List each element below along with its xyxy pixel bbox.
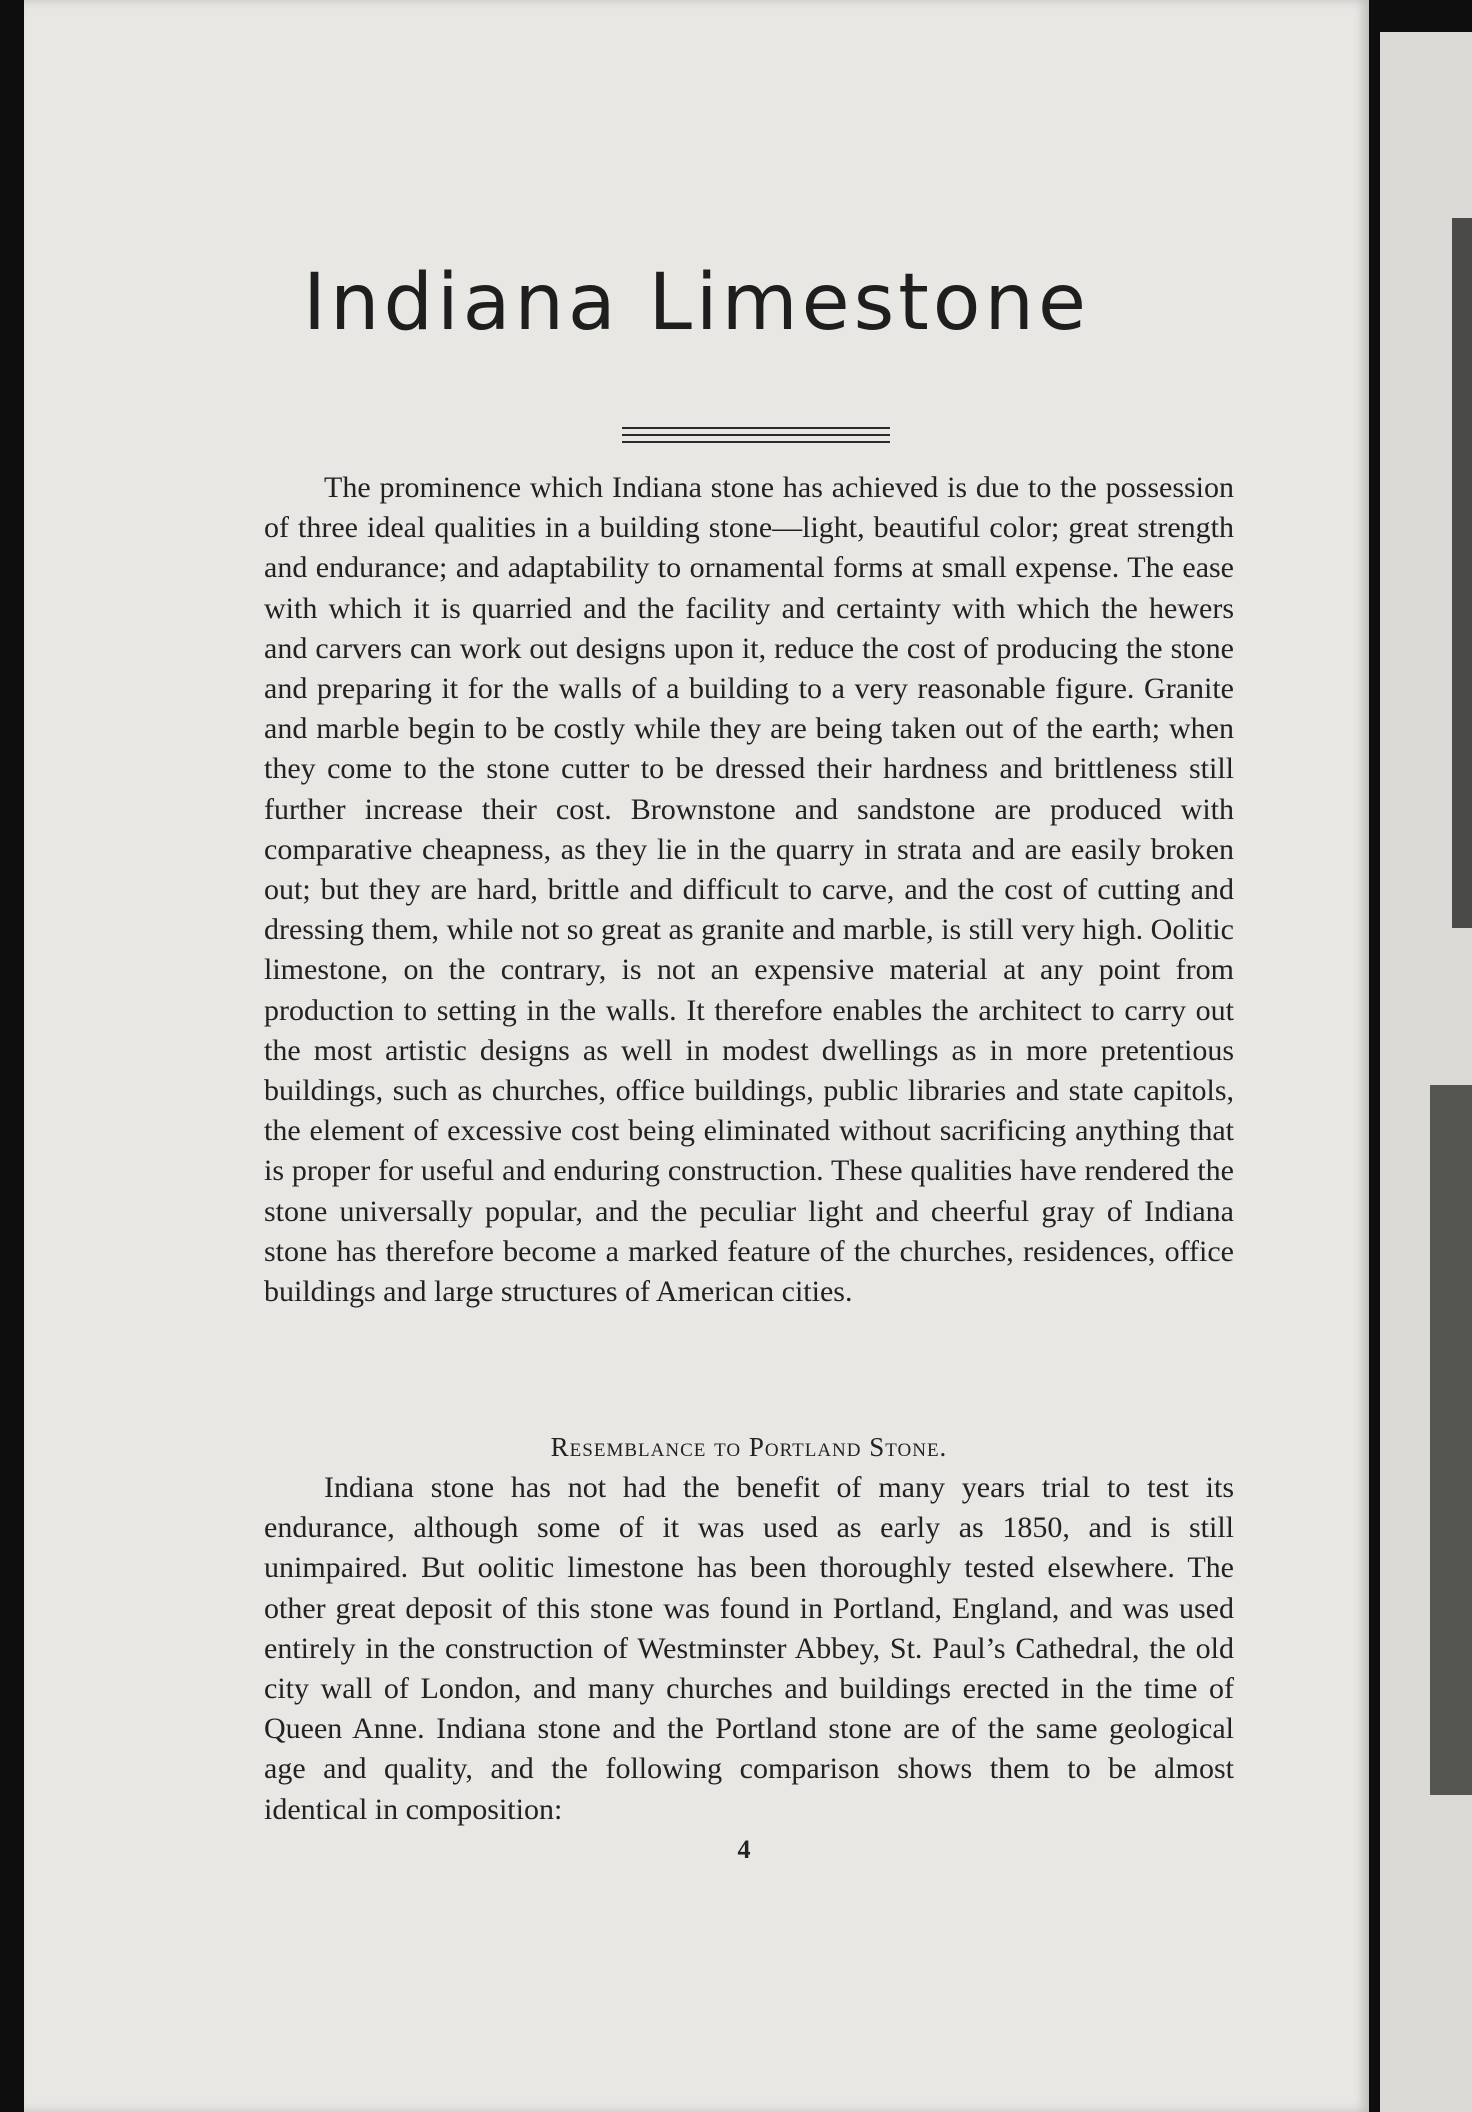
body-paragraph: Indiana stone has not had the benefit of many years trial to test its endurance, although some of it was used as early as 1850, and is still unimpaired. But oolitic limestone has been thoroughly tested elsewhere. The other great deposit of this stone was found in Portland, England, and was used entirely in the construction of Westminster Abbey, St. Paul’s Cathedral, the old city wall of London, and many churches and buildings erected in the time of Queen Anne. Indiana stone and the Portland stone are of the same geological age and quality, and the following comparison shows them to be almost identical in composition: [264,1471,1234,1826]
page-number: 4 [737,1835,751,1864]
facing-page-photo [1430,1085,1472,1795]
page-title: Indiana Limestone [303,258,1090,348]
title-rule [622,441,890,443]
body-paragraph: The prominence which Indiana stone has achieved is due to the possession of three ideal qualities in a building stone—light, beautiful color; great strength and endurance; and adaptability to ornamental forms at small expense. The ease with which it is quarried and the facility and certainty with which the hewers and carvers can work out designs upon it, reduce the cost of producing the stone and preparing it for the walls of a building to a very reasonable figure. Granite and marble begin to be costly while they are being taken out of the earth; when they come to the stone cutter to be dressed their hardness and brittleness still further increase their cost. Brownstone and sandstone are produced with comparative cheapness, as they lie in the quarry in strata and are easily broken out; but they are hard, brittle and difficult to carve, and the cost of cutting and dressing them, while not so great as granite and marble, is still very high. Oolitic limestone, on the contrary, is not an expensive material at any point from production to setting in the walls. It therefore enables the architect to carry out the most artistic designs as well in modest dwellings as in more pretentious buildings, such as churches, office buildings, public libraries and state capitols, the element of excessive cost being eliminated without sacrificing anything that is proper for useful and enduring construction. These qualities have rendered the stone universally popular, and the peculiar light and cheerful gray of Indiana stone has therefore become a marked feature of the churches, residences, office buildings and large structures of American cities. [264,471,1234,1309]
title-rule [622,427,890,429]
document-page [24,0,1369,2112]
title-rule [622,434,890,436]
facing-page-photo [1452,218,1472,928]
section-heading: Resemblance to Portland Stone. [550,1432,948,1462]
